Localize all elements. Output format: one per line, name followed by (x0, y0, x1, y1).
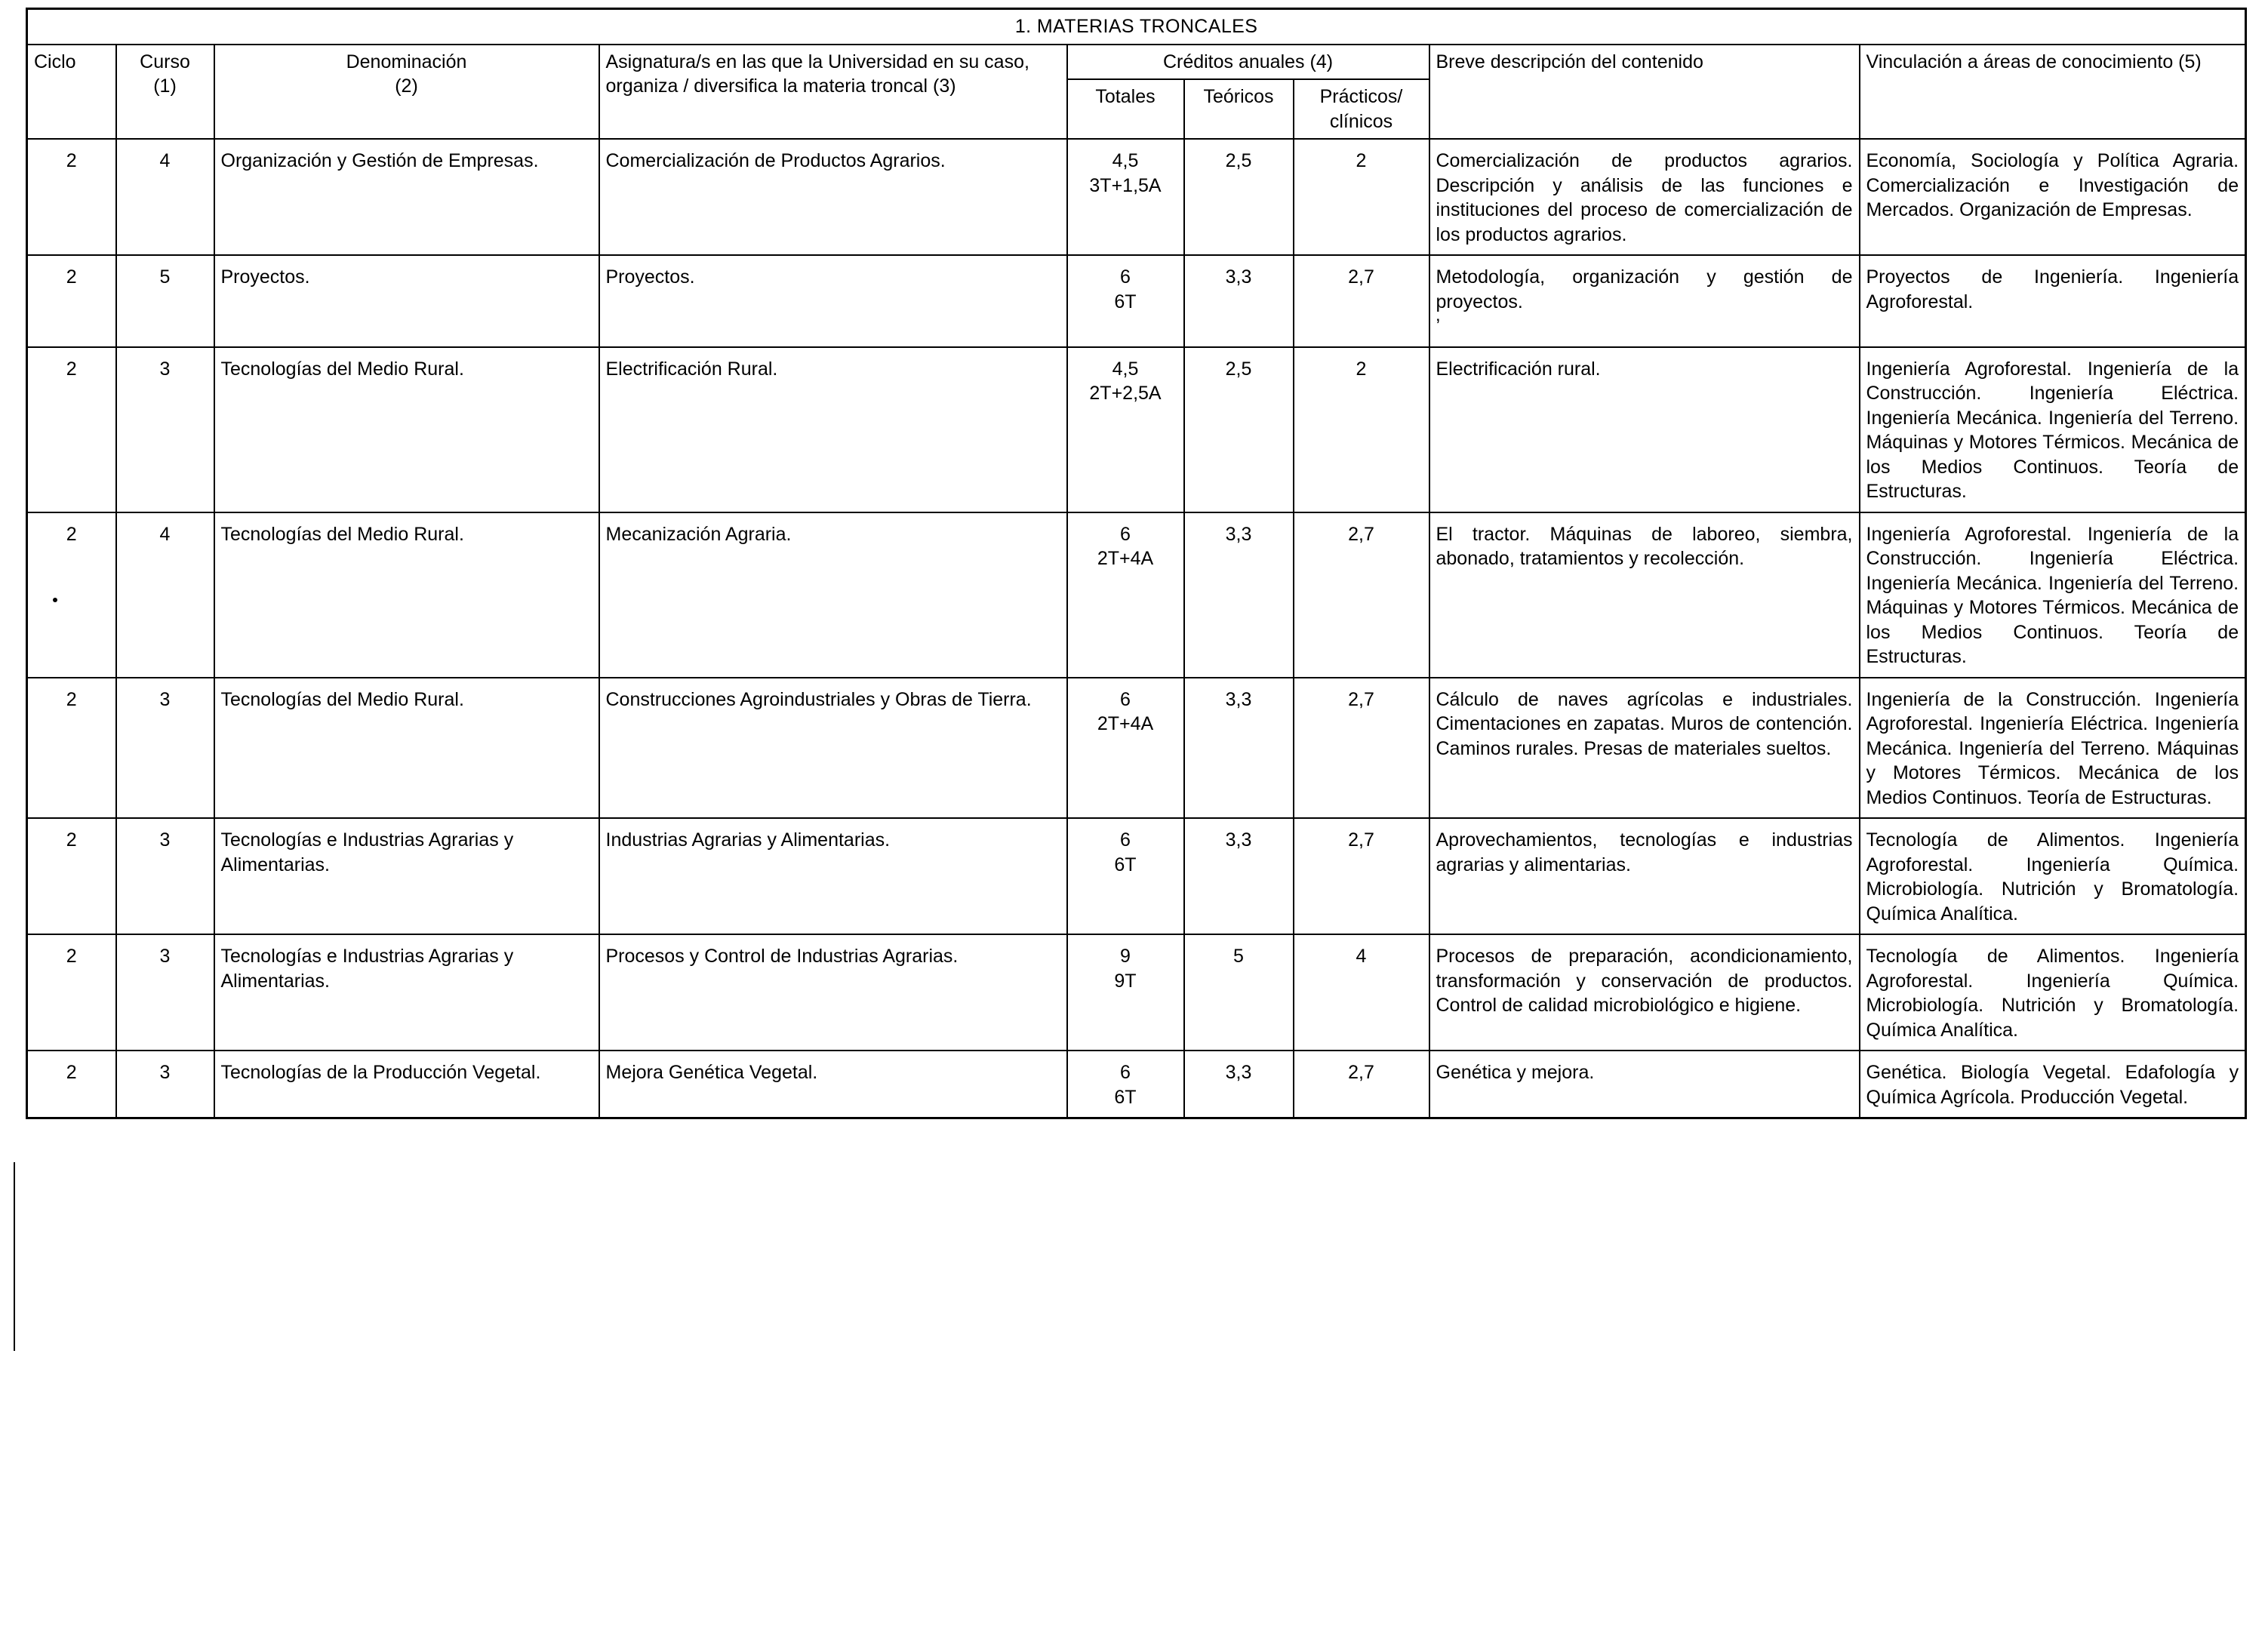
cell-asignatura: Industrias Agrarias y Alimentarias. (599, 818, 1067, 934)
cell-asignatura: Electrificación Rural. (599, 347, 1067, 512)
cell-asignatura: Mecanización Agraria. (599, 512, 1067, 678)
cell-vinculacion: Tecnología de Alimentos. Ingeniería Agroforestal. Ingeniería Química. Microbiología. Nutrición y Bromatología. Química Analítica. (1860, 934, 2246, 1051)
header-vinculacion: Vinculación a áreas de conocimiento (5) (1860, 45, 2246, 140)
table-row (27, 347, 2246, 512)
cell-denominacion: Tecnologías de la Producción Vegetal. (214, 1051, 599, 1118)
header-creditos-anuales: Créditos anuales (4) (1067, 45, 1429, 80)
table-row (27, 934, 2246, 1051)
cell-descripcion: Cálculo de naves agrícolas e industriales. Cimentaciones en zapatas. Muros de contención. Caminos rurales. Presas de materiales sueltos. (1429, 678, 1860, 819)
cell-asignatura: Mejora Genética Vegetal. (599, 1051, 1067, 1118)
cell-asignatura: Proyectos. (599, 255, 1067, 347)
table-title-row (27, 9, 2246, 45)
cell-curso: 3 (116, 818, 214, 934)
cell-teoricos: 3,3 (1184, 1051, 1294, 1118)
cell-denominacion: Tecnologías del Medio Rural. (214, 678, 599, 819)
cell-asignatura: Construcciones Agroindustriales y Obras de Tierra. (599, 678, 1067, 819)
header-asignatura: Asignatura/s en las que la Universidad en su caso, organiza / diversifica la materia troncal (3) (599, 45, 1067, 140)
cell-ciclo: 2 (27, 934, 116, 1051)
cell-curso: 4 (116, 512, 214, 678)
header-denominacion-line1: Denominación (346, 51, 467, 72)
header-teoricos: Teóricos (1184, 79, 1294, 139)
cell-totales-breakdown: 2T+4A (1097, 548, 1154, 569)
cell-totales-value: 6 (1120, 688, 1131, 710)
cell-vinculacion: Genética. Biología Vegetal. Edafología y Química Agrícola. Producción Vegetal. (1860, 1051, 2246, 1118)
cell-ciclo: 2 (27, 347, 116, 512)
header-totales: Totales (1067, 79, 1184, 139)
header-ciclo: Ciclo (27, 45, 116, 140)
cell-totales-breakdown: 6T (1114, 1086, 1137, 1108)
cell-totales (1067, 512, 1184, 678)
cell-asignatura: Procesos y Control de Industrias Agrarias. (599, 934, 1067, 1051)
cell-totales (1067, 1051, 1184, 1118)
cell-descripcion: Procesos de preparación, acondicionamiento, transformación y conservación de productos. Control de calidad microbiológico e higiene. (1429, 934, 1860, 1051)
header-practicos-line1: Prácticos/ (1319, 86, 1403, 107)
cell-totales-value: 6 (1120, 266, 1131, 288)
cell-totales-breakdown: 2T+2,5A (1089, 383, 1162, 404)
table-row (27, 1051, 2246, 1118)
header-curso (116, 45, 214, 140)
cell-descripcion: Genética y mejora. (1429, 1051, 1860, 1118)
cell-totales (1067, 139, 1184, 255)
cell-practicos: 2 (1294, 347, 1429, 512)
header-curso-line1: Curso (140, 51, 190, 72)
cell-asignatura: Comercialización de Productos Agrarios. (599, 139, 1067, 255)
cell-totales (1067, 347, 1184, 512)
cell-totales-value: 6 (1120, 829, 1131, 851)
table-header-row (27, 45, 2246, 80)
cell-ciclo: 2 (27, 1051, 116, 1118)
cell-practicos: 4 (1294, 934, 1429, 1051)
cell-curso: 5 (116, 255, 214, 347)
cell-totales (1067, 818, 1184, 934)
cell-teoricos: 2,5 (1184, 347, 1294, 512)
cell-denominacion: Organización y Gestión de Empresas. (214, 139, 599, 255)
cell-totales (1067, 934, 1184, 1051)
cell-curso: 3 (116, 1051, 214, 1118)
cell-practicos: 2,7 (1294, 512, 1429, 678)
cell-vinculacion: Tecnología de Alimentos. Ingeniería Agroforestal. Ingeniería Química. Microbiología. Nutrición y Bromatología. Química Analítica. (1860, 818, 2246, 934)
cell-totales (1067, 255, 1184, 347)
cell-denominacion: Tecnologías del Medio Rural. (214, 512, 599, 678)
cell-totales-value: 4,5 (1112, 358, 1139, 380)
cell-ciclo: 2 (27, 678, 116, 819)
cell-teoricos: 5 (1184, 934, 1294, 1051)
cell-denominacion: Proyectos. (214, 255, 599, 347)
cell-ciclo: 2 (27, 139, 116, 255)
cell-totales-breakdown: 6T (1114, 291, 1137, 312)
page-title: 1. MATERIAS TRONCALES (27, 9, 2246, 45)
header-curso-line2: (1) (153, 75, 177, 97)
cell-practicos: 2,7 (1294, 255, 1429, 347)
cell-vinculacion: Ingeniería Agroforestal. Ingeniería de la Construcción. Ingeniería Eléctrica. Ingeniería Mecánica. Ingeniería del Terreno. Máquinas y Motores Térmicos. Mecánica de los Medios Continuos. Teoría de Estructuras. (1860, 512, 2246, 678)
cell-practicos: 2 (1294, 139, 1429, 255)
cell-descripcion (1429, 255, 1860, 347)
cell-teoricos: 3,3 (1184, 818, 1294, 934)
header-practicos-line2: clínicos (1329, 110, 1393, 132)
cell-curso: 3 (116, 678, 214, 819)
cell-vinculacion: Proyectos de Ingeniería. Ingeniería Agroforestal. (1860, 255, 2246, 347)
stray-mark-left (53, 598, 57, 602)
header-denominacion-line2: (2) (395, 75, 418, 97)
cell-teoricos: 3,3 (1184, 255, 1294, 347)
cell-descripcion-text: Metodología, organización y gestión de proyectos. (1436, 266, 1853, 312)
stray-glyph: ’ (1436, 315, 1441, 337)
cell-totales-value: 9 (1120, 946, 1131, 967)
cell-vinculacion: Ingeniería Agroforestal. Ingeniería de la Construcción. Ingeniería Eléctrica. Ingeniería Mecánica. Ingeniería del Terreno. Máquinas y Motores Térmicos. Mecánica de los Medios Continuos. Teoría de Estructuras. (1860, 347, 2246, 512)
table-row (27, 818, 2246, 934)
table-row (27, 139, 2246, 255)
cell-totales-breakdown: 9T (1114, 970, 1137, 992)
cell-denominacion: Tecnologías del Medio Rural. (214, 347, 599, 512)
header-practicos (1294, 79, 1429, 139)
cell-practicos: 2,7 (1294, 818, 1429, 934)
table-row (27, 255, 2246, 347)
cell-totales-value: 6 (1120, 1062, 1131, 1083)
cell-teoricos: 3,3 (1184, 678, 1294, 819)
header-descripcion: Breve descripción del contenido (1429, 45, 1860, 140)
cell-practicos: 2,7 (1294, 1051, 1429, 1118)
cell-totales-breakdown: 2T+4A (1097, 713, 1154, 734)
cell-teoricos: 3,3 (1184, 512, 1294, 678)
cell-ciclo: 2 (27, 255, 116, 347)
table-row (27, 512, 2246, 678)
cell-denominacion: Tecnologías e Industrias Agrarias y Alimentarias. (214, 818, 599, 934)
cell-ciclo: 2 (27, 818, 116, 934)
cell-practicos: 2,7 (1294, 678, 1429, 819)
stray-margin-line (14, 1162, 15, 1351)
cell-descripcion: Electrificación rural. (1429, 347, 1860, 512)
table-row (27, 678, 2246, 819)
cell-descripcion: El tractor. Máquinas de laboreo, siembra, abonado, tratamientos y recolección. (1429, 512, 1860, 678)
cell-teoricos: 2,5 (1184, 139, 1294, 255)
cell-descripcion: Aprovechamientos, tecnologías e industrias agrarias y alimentarias. (1429, 818, 1860, 934)
cell-totales-value: 4,5 (1112, 150, 1139, 171)
cell-totales-breakdown: 6T (1114, 854, 1137, 875)
cell-totales-value: 6 (1120, 523, 1131, 545)
cell-totales (1067, 678, 1184, 819)
cell-curso: 3 (116, 934, 214, 1051)
cell-curso: 4 (116, 139, 214, 255)
cell-vinculacion: Ingeniería de la Construcción. Ingeniería Agroforestal. Ingeniería Eléctrica. Ingeniería Mecánica. Ingeniería del Terreno. Máquinas y Motores Térmicos. Mecánica de los Medios Continuos. Teoría de Estructuras. (1860, 678, 2246, 819)
header-denominacion (214, 45, 599, 140)
cell-ciclo: 2 (27, 512, 116, 678)
materias-troncales-table (26, 8, 2247, 1119)
cell-totales-breakdown: 3T+1,5A (1089, 174, 1162, 196)
cell-curso: 3 (116, 347, 214, 512)
cell-denominacion: Tecnologías e Industrias Agrarias y Alimentarias. (214, 934, 599, 1051)
cell-descripcion: Comercialización de productos agrarios. Descripción y análisis de las funciones e instituciones del proceso de comercialización de los productos agrarios. (1429, 139, 1860, 255)
cell-vinculacion: Economía, Sociología y Política Agraria. Comercialización e Investigación de Mercados. Organización de Empresas. (1860, 139, 2246, 255)
